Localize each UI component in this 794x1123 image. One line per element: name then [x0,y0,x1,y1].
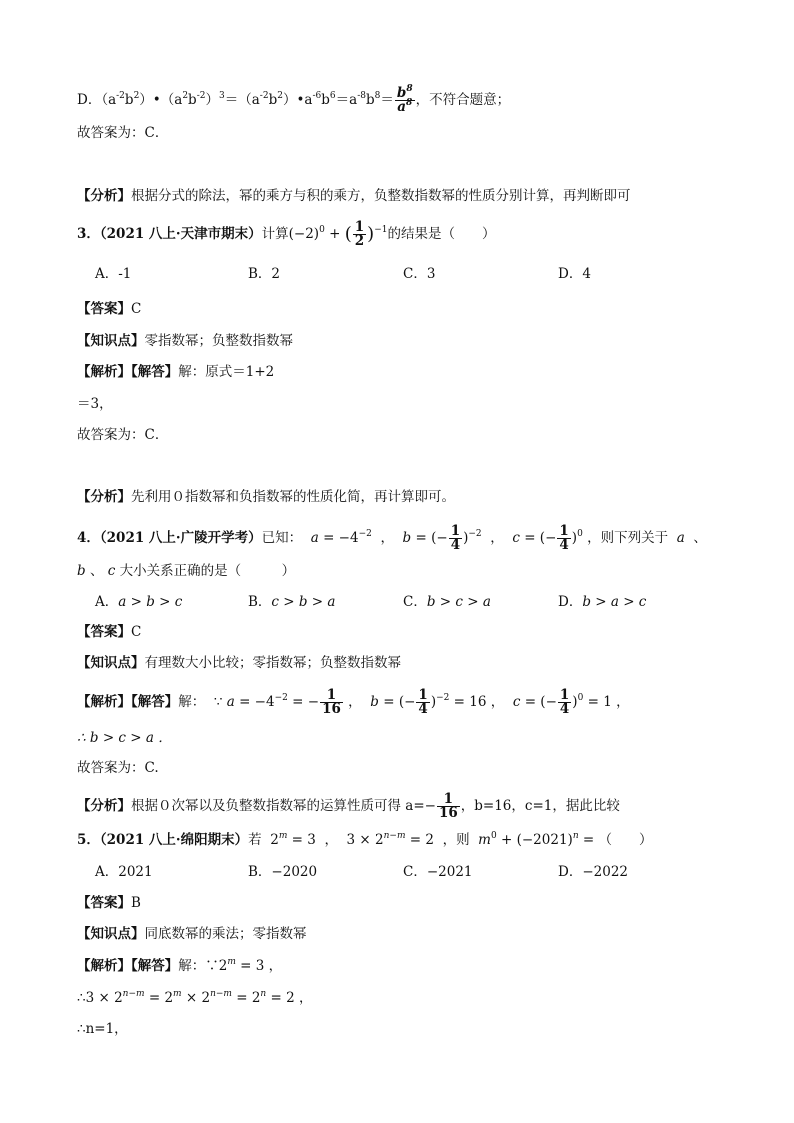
text: 计算 [261,226,289,242]
exp: 2 [277,91,283,101]
var-a: a [672,530,690,546]
q5-sol-expr-1: $2^m = 3$ [218,957,265,974]
q5-option-b: B．−2020 [248,864,318,880]
solution-tag: 【解析】【解答】 [77,364,179,380]
text: b [365,92,375,108]
option-expr: b > c > a [426,594,491,610]
text: A． [95,594,119,610]
text: ）•（a [139,92,183,108]
text: 解：原式＝1+2 [178,364,275,380]
solution-tag: 【解析】【解答】 [77,694,179,710]
text: D． [558,594,583,610]
exp: 6 [329,91,336,101]
q5-option-a: A．2021 [95,864,153,880]
text: 解： [178,694,206,710]
q3-answer [77,299,141,319]
option-expr: c > b > a [271,594,336,610]
q3-solution-1 [77,362,274,382]
text: ＝ [380,92,394,108]
question-source: （2021 八上·广陵开学考） [99,530,262,546]
fraction-one-quarter: $\frac{1}{4}$ [418,687,428,717]
q3-analysis [77,487,455,507]
q4-sol-expr-a: ∵ $a = -4^{-2}$ = − $\frac{1}{16}$ [213,687,341,717]
q3-stem [77,221,495,248]
q4-option-b [248,592,335,612]
text: （ ） [598,832,653,848]
q4-option-d [558,592,646,612]
q4-sol-expr-b: b = (− $\frac{1}{4}$ )$^{-2}$ = 16 [365,687,487,717]
q4-solution-1: 【解析】【解答】解： ∵ $a = -4^{-2}$ = − $\frac{1}{16}$ ， b = (− $\frac{1}{4}$ )$^{-2}$ = 16 ， c = (− $\frac{1}{4}$ )$^0$ = 1 ， [77,687,630,717]
exp: 2 [182,91,189,101]
q5-sol-expr-2: ∴3 × $2^{n-m} = 2^m \times 2^{n-m} = 2^n = 2$ [77,989,295,1006]
answer-tag: 【答案】 [77,624,131,640]
text: 大小关系正确的是（ ） [119,563,296,579]
q3-option-c: C．3 [403,266,436,282]
q4-option-a [95,592,182,612]
fraction-one-sixteenth: $\frac{1}{16}$ [322,687,341,717]
kp-text: 同底数幂的乘法；零指数幂 [144,926,307,942]
q5-option-d: D．−2022 [558,864,628,880]
kp-tag: 【知识点】 [77,333,145,349]
q5-solution-1: 【解析】【解答】解：$\because 2^m = 3$ ， [77,957,283,974]
answer-value: C [131,301,142,317]
exp: 8 [406,84,413,94]
exp: -6 [312,91,322,101]
text: 若 [248,832,262,848]
analysis-text: ，b=16，c=1，据此比较 [460,798,620,814]
text: ＝（a [224,92,260,108]
question-number: 5． [77,832,100,848]
q5-solution-3: ∴n=1， [77,1021,128,1037]
q4-solution-3: 故答案为：C. [77,760,159,776]
q4-option-c [403,592,491,612]
text: ＝a [335,92,358,108]
fraction-one-sixteenth: $\frac{1}{16}$ [438,791,458,821]
analysis-tag: 【分析】 [77,188,131,204]
q5-option-c: C．−2021 [403,864,473,880]
minus-sign: − [424,798,436,814]
text: 的结果是（ ） [387,226,496,242]
q5-expr-2: $3 \times 2^{n-m} = 2$ [346,831,434,848]
exp: -2 [259,91,269,101]
kp-text: 有理数大小比较；零指数幂；负整数指数幂 [144,655,401,671]
text: B． [248,594,272,610]
text: a [397,99,406,115]
fraction-b8-over-a8 [395,84,415,115]
var-b: b [77,563,86,579]
q4-expression-a: $a = -4^{-2}$ [306,529,372,546]
q4-sol-expr-c: c = (− $\frac{1}{4}$ )$^0$ = 1 [508,687,612,717]
option-expr: b > a > c [582,594,647,610]
exp: -8 [357,91,366,101]
text: 解：∵ [178,958,219,974]
text: b [268,92,278,108]
q3-solution-3: 故答案为：C． [77,427,169,443]
solution-tag: 【解析】【解答】 [77,958,179,974]
q4-stem-line1: 4．（2021 八上·广陵开学考）已知： $a = -4^{-2}$ ， b = (− $\frac{1}{4}$ )$^{-2}$ ， c = (− $\frac{1}{4}$ )$^0$ ，则下列关于 a 、 [77,523,707,553]
analysis-text: 根据０次幂以及负整数指数幂的运算性质可得 a= [131,798,425,814]
exp: 8 [405,98,413,108]
q4-knowledge-points [77,653,401,673]
text: b [124,92,134,108]
q5-answer [77,893,141,913]
var-c: c [107,563,116,579]
kp-text: 零指数幂；负整数指数幂 [144,333,293,349]
text: 已知： [261,530,303,546]
q5-stem: 5．（2021 八上·绵阳期末）若 $2^m = 3$ ， $3 \times 2^{n-m} = 2$ ，则 $m^0 + (-2021)^n$ = （ ） [77,831,653,848]
text: b [396,85,407,101]
text: b [321,92,330,108]
q3-solution-2: ＝3， [77,396,113,412]
q5-knowledge-points [77,924,307,944]
q2-answer-line: 故答案为：C． [77,125,169,141]
exp: -2 [196,91,206,101]
option-expr: a > b > c [118,594,183,610]
q4-expression-c: c = (− $\frac{1}{4}$ )$^0$ [508,523,583,553]
exp: 2 [133,91,140,101]
q3-option-a: A．-1 [95,266,132,282]
text: ，则下列关于 [587,530,669,546]
q4-answer [77,622,141,642]
answer-value: C [131,624,142,640]
text: D．（a [77,92,117,108]
q3-expression: $(-2)^0$ + ( $\frac{1}{2}$ )$^{-1}$ [288,219,388,249]
exp: 3 [218,91,225,101]
answer-tag: 【答案】 [77,301,131,317]
answer-tag: 【答案】 [77,895,131,911]
text: ）•a [282,92,313,108]
text: b [188,92,197,108]
fraction-one-quarter: $\frac{1}{4}$ [450,523,461,553]
q4-analysis [77,793,620,820]
q3-knowledge-points [77,331,293,351]
analysis-text: 先利用０指数幂和负指数幂的性质化简，再计算即可。 [131,489,455,505]
q4-solution-2: ∴ b > c > a ． [77,730,172,746]
kp-tag: 【知识点】 [77,655,145,671]
fraction-one-quarter: $\frac{1}{4}$ [559,523,569,553]
fraction-one-half: $\frac{1}{2}$ [354,219,365,249]
q2-analysis [77,186,631,206]
question-number: 3． [77,226,100,242]
kp-tag: 【知识点】 [77,926,145,942]
analysis-text: 根据分式的除法，幂的乘方与积的乘方，负整数指数幂的性质分别计算，再判断即可 [131,188,631,204]
q3-option-b: B．2 [248,266,281,282]
q5-expr-3: $m^0 + (-2021)^n$ = [473,831,595,848]
exp: -2 [116,91,125,101]
question-source: （2021 八上·绵阳期末） [99,832,249,848]
analysis-tag: 【分析】 [77,489,131,505]
analysis-tag: 【分析】 [77,798,131,814]
q2-option-d-line [77,84,511,115]
text: ，不符合题意； [415,92,511,108]
text: ） [205,92,219,108]
q4-stem-line2: b 、 c 大小关系正确的是（ ） [77,563,296,579]
question-number: 4． [77,530,100,546]
answer-value: B [131,895,141,911]
question-source: （2021 八上·天津市期末） [99,226,262,242]
text: C． [403,594,427,610]
q5-solution-2: ∴3 × $2^{n-m} = 2^m \times 2^{n-m} = 2^n = 2$ ， [77,989,313,1006]
q5-expr-1: $2^m = 3$ [270,831,316,848]
q3-option-d: D．4 [558,266,591,282]
fraction-one-quarter: $\frac{1}{4}$ [559,687,570,717]
q4-expression-b: b = (− $\frac{1}{4}$ )$^{-2}$ [398,523,482,553]
exp: 8 [374,91,381,101]
frac-denominator [395,98,415,115]
